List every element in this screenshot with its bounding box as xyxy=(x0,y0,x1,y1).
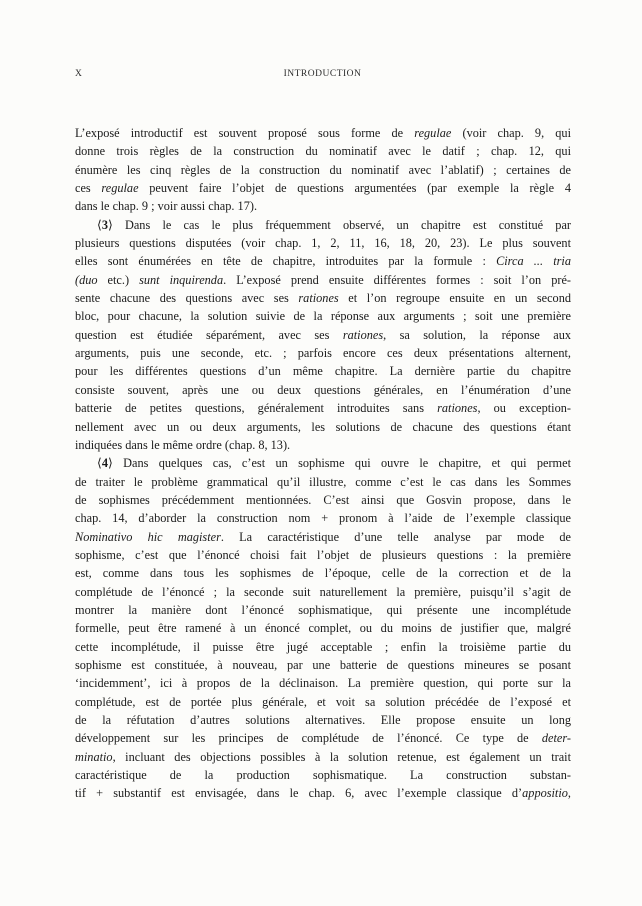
text-line: cette incomplétude, il puisse être jugé acceptable ; enfin la troisième partie du xyxy=(75,639,571,654)
text-line: indiquées dans le même ordre (chap. 8, 13). xyxy=(75,437,291,452)
text-line: sente chacune des questions avec ses rationes et l’on regroupe ensuite en un second xyxy=(75,291,571,306)
text-line: est, comme dans tous les sophismes de l’époque, celle de la correction et de la xyxy=(75,566,571,581)
page-number: X xyxy=(75,69,83,79)
running-header xyxy=(75,69,570,79)
text-line: elles sont énumérées en tête de chapitre, introduites par la formule : Circa ... tria xyxy=(75,254,571,269)
text-line: de la réfutation d’autres solutions alternatives. Elle propose ensuite un long xyxy=(75,713,571,727)
text-line: L’exposé introductif est souvent proposé sous forme de regulae (voir chap. 9, qui xyxy=(75,126,571,140)
text-line: complétude, est de portée plus générale, et voit sa solution précédée de l’exposé et xyxy=(75,694,571,709)
text-line: donne trois règles de la construction du nominatif avec le datif ; chap. 12, qui xyxy=(75,144,571,159)
text-line: arguments, puis une seconde, etc. ; parfois encore ces deux présentations alternent, xyxy=(75,346,571,361)
text-line: complétude de l’énoncé ; la seconde suit naturellement la première, puisqu’il s’agit de xyxy=(75,584,571,599)
text-line: sophisme est constituée, à nouveau, par une batterie de questions mineures se posant xyxy=(75,657,571,672)
text-line: chap. 14, d’aborder la construction nom + pronom à l’aide de l’exemple classique xyxy=(75,511,571,526)
text-block xyxy=(75,124,571,803)
text-line: pour les différentes questions d’un même chapitre. La dernière partie du chapitre xyxy=(75,364,571,379)
text-line: bloc, pour chacune, la solution suivie de la réponse aux arguments ; soit une première xyxy=(75,309,571,324)
text-line: de traiter le problème grammatical qu’il illustre, comme c’est le cas dans les Sommes xyxy=(75,474,571,489)
text-line: ⟨4⟩ Dans quelques cas, c’est un sophisme qui ouvre le chapitre, et qui permet xyxy=(97,456,571,471)
text-line: ⟨3⟩ Dans le cas le plus fréquemment observé, un chapitre est constitué par xyxy=(97,217,571,232)
text-line: nellement avec un ou deux arguments, les solutions de chacune des questions étant xyxy=(75,419,571,434)
text-line: énumère les cinq règles de la construction du nominatif avec l’ablatif) ; certaines de xyxy=(75,162,571,177)
text-line: consiste souvent, après une ou deux questions générales, en l’énumération d’une xyxy=(75,382,571,397)
text-line: tif + substantif est envisagée, dans le chap. 6, avec l’exemple classique d’appositio, xyxy=(75,786,571,801)
text-line: sophisme, c’est que l’énoncé choisi fait l’objet de plusieurs questions : la première xyxy=(75,547,571,562)
text-line: (duo etc.) sunt inquirenda. L’exposé prend ensuite différentes formes : soit l’on pré- xyxy=(75,272,572,287)
text-line: caractéristique de la production sophismatique. La construction substan- xyxy=(75,768,571,783)
text-line: minatio, incluant des objections possibles à la solution retenue, est également un trait xyxy=(75,749,571,764)
text-line: développement sur les principes de complétude de l’énoncé. Ce type de deter- xyxy=(75,731,571,746)
text-line: montrer la manière dont l’énoncé sophismatique, qui présente une incomplétude xyxy=(75,602,571,617)
text-line: plusieurs questions disputées (voir chap. 1, 2, 11, 16, 18, 20, 23). Le plus souvent xyxy=(75,236,571,251)
text-line: ces regulae peuvent faire l’objet de questions argumentées (par exemple la règle 4 xyxy=(75,181,571,196)
running-header-title: INTRODUCTION xyxy=(283,69,362,79)
text-line: ‘incidemment’, ici à propos de la déclinaison. La première question, qui porte sur la xyxy=(75,676,571,691)
text-line: Nominativo hic magister. La caractéristique d’une telle analyse par mode de xyxy=(75,529,571,544)
text-line: batterie de petites questions, généralement introduites sans rationes, ou exception- xyxy=(75,401,571,416)
text-line: dans le chap. 9 ; voir aussi chap. 17). xyxy=(75,199,258,214)
text-line: formelle, peut être ramené à un énoncé complet, ou du moins de justifier que, malgré xyxy=(75,621,571,636)
text-line: de sophismes précédemment mentionnées. C’est ainsi que Gosvin propose, dans le xyxy=(75,492,571,507)
text-line: question est étudiée séparément, avec ses rationes, sa solution, la réponse aux xyxy=(75,327,571,342)
